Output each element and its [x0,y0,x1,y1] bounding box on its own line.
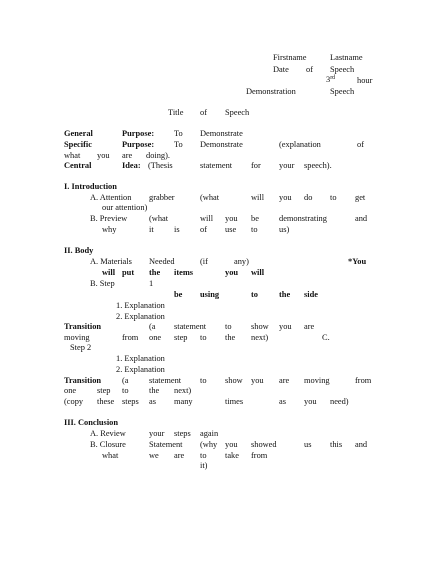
central-statement: statement [200,161,233,170]
body-explanation-4: 2. Explanation [116,365,165,374]
body-a-label: A. Materials [90,257,132,266]
intro-b-be: be [251,214,259,223]
conclusion-are: are [174,451,185,460]
conclusion-to: to [200,451,207,460]
intro-b-us: us) [279,225,290,234]
body-step-2: Step 2 [70,343,92,352]
conclusion-we: we [149,451,159,460]
intro-b-you: you [225,214,238,223]
intro-b-label: B. Preview [90,214,128,223]
transition-from: from [355,376,372,385]
body-will: will [102,268,116,277]
header-hour-number: 3rd [326,75,336,84]
body-to: to [251,290,258,299]
header-speech: Speech [330,65,355,74]
transition-you: you [251,376,264,385]
specific-purpose-label: Purpose: [122,140,155,149]
introduction-heading: I. Introduction [64,182,117,191]
conclusion-statement: Statement [149,440,183,449]
specific-explanation: (explanation [279,140,321,149]
transition-steps: steps [122,397,139,406]
intro-b-demonstrating: demonstrating [279,214,327,223]
central-idea-label: Idea: [122,161,141,170]
central-thesis: (Thesis [148,161,173,170]
body-transition-a: (a [149,322,156,331]
body-if: (if [200,257,208,266]
transition-need: need) [330,397,349,406]
conclusion-from: from [251,451,268,460]
conclusion-showed: showed [251,440,277,449]
body-needed: Needed [149,257,175,266]
body-step-number: 1 [149,279,154,288]
body-transition-statement: statement [174,322,207,331]
specific-label: Specific [64,140,92,149]
specific-are: are [122,151,133,160]
intro-b-and: and [355,214,368,223]
central-label: Central [64,161,92,170]
specific-value: Demonstrate [200,140,243,149]
conclusion-us: us [304,440,312,449]
specific-of: of [357,140,364,149]
conclusion-a-label: A. Review [90,429,126,438]
body-transition-are: are [304,322,315,331]
body-transition-you: you [279,322,292,331]
header-hour: hour [357,76,373,85]
central-your: your [279,161,295,170]
body-transition-show: show [251,322,269,331]
intro-b-will: will [200,214,214,223]
intro-do: do [304,193,313,202]
transition-moving: moving [304,376,330,385]
transition-are: are [279,376,290,385]
intro-b-of: of [200,225,207,234]
transition-statement: statement [149,376,182,385]
conclusion-and: and [355,440,368,449]
intro-b-why: why [102,225,117,234]
central-speech: speech). [304,161,332,170]
body-put: put [122,268,135,277]
transition-you-2: you [304,397,317,406]
transition-to: to [200,376,207,385]
transition-one: one [64,386,77,395]
body-transition-next: next) [251,333,269,342]
body-transition-label: Transition [64,322,102,331]
header-demonstration: Demonstration [246,87,296,96]
body-heading: II. Body [64,246,94,255]
body-c-label: C. [322,333,330,342]
title-speech: Speech [225,108,250,117]
body-using: using [200,290,220,299]
body-transition-to: to [225,322,232,331]
header-firstname: Firstname [273,53,307,62]
transition-many: many [174,397,193,406]
body-transition-the: the [225,333,236,342]
intro-our-attention: our attention) [102,203,148,212]
conclusion-your: your [149,429,165,438]
body-transition-moving: moving [64,333,90,342]
general-label: General [64,129,93,138]
transition-copy: (copy [64,397,84,406]
general-purpose-label: Purpose: [122,129,155,138]
conclusion-what: what [102,451,119,460]
transition-step: step [97,386,111,395]
body-items: items [174,268,194,277]
specific-what: what [64,151,81,160]
conclusion-this: this [330,440,343,449]
body-the: the [149,268,161,277]
intro-will: will [251,193,265,202]
conclusion-it: it) [200,461,208,470]
specific-doing: doing). [146,151,170,160]
body-explanation-1: 1. Explanation [116,301,165,310]
body-will-2: will [251,268,265,277]
body-explanation-2: 2. Explanation [116,312,165,321]
body-be: be [174,290,183,299]
header-date: Date [273,65,289,74]
intro-b-what: (what [149,214,169,223]
body-explanation-3: 1. Explanation [116,354,165,363]
body-you: you [225,268,239,277]
conclusion-heading: III. Conclusion [64,418,118,427]
intro-what: (what [200,193,220,202]
central-for: for [251,161,261,170]
transition-show: show [225,376,243,385]
body-you-note: *You [348,257,367,266]
body-the-2: the [279,290,291,299]
specific-to: To [174,140,183,149]
transition-the: the [149,386,160,395]
title-of: of [200,108,207,117]
transition-times: times [225,397,244,406]
general-to: To [174,129,183,138]
intro-b-to: to [251,225,258,234]
conclusion-you: you [225,440,238,449]
conclusion-why: (why [200,440,218,449]
intro-b-is: is [174,225,180,234]
body-b-label: B. Step [90,279,115,288]
header-speech-2: Speech [330,87,355,96]
conclusion-again: again [200,429,219,438]
body-transition-step: step [174,333,188,342]
body-transition-from: from [122,333,139,342]
transition-a: (a [122,376,129,385]
transition-as-2: as [279,397,286,406]
transition-these: these [97,397,115,406]
intro-a-label: A. Attention [90,193,132,202]
intro-get: get [355,193,366,202]
transition-label: Transition [64,376,102,385]
general-value: Demonstrate [200,129,243,138]
conclusion-steps: steps [174,429,191,438]
body-side: side [304,290,318,299]
intro-to: to [330,193,337,202]
header-lastname: Lastname [330,53,363,62]
intro-you: you [279,193,292,202]
title-word: Title [168,108,184,117]
body-transition-to-2: to [200,333,207,342]
body-transition-one: one [149,333,162,342]
conclusion-b-label: B. Closure [90,440,126,449]
conclusion-take: take [225,451,239,460]
header-of: of [306,65,313,74]
intro-b-use: use [225,225,237,234]
specific-you: you [97,151,110,160]
intro-grabber: grabber [149,193,175,202]
transition-next: next) [174,386,192,395]
transition-as: as [149,397,156,406]
transition-to-2: to [122,386,129,395]
intro-b-it: it [149,225,154,234]
body-any: any) [234,257,249,266]
